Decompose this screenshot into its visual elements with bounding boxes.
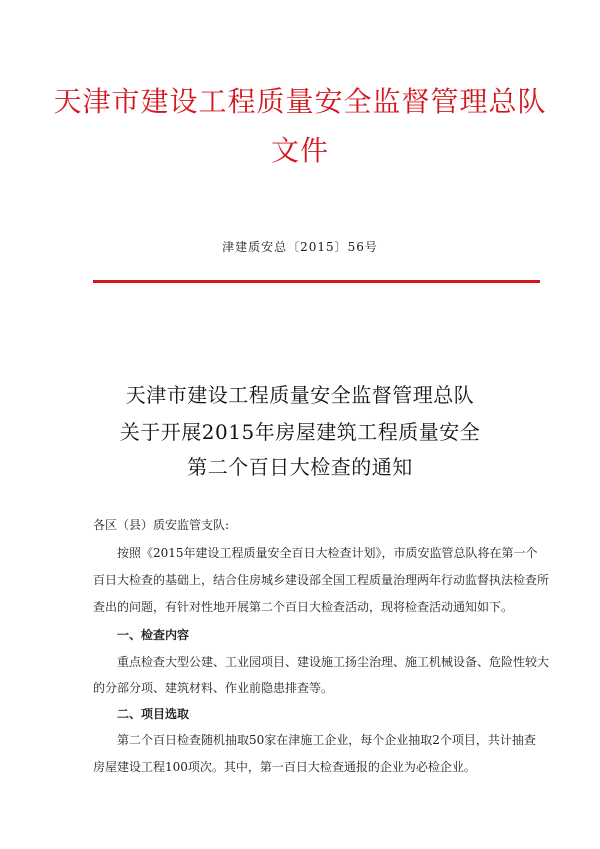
red-divider-line bbox=[93, 280, 540, 283]
section-1-heading: 一、检查内容 bbox=[117, 628, 190, 642]
salutation: 各区（县）质安监管支队: bbox=[93, 518, 230, 532]
section-1-line-2: 的分部分项、建筑材料、作业前隐患排查等。 bbox=[93, 681, 334, 695]
notice-title-line-2: 关于开展2015年房屋建筑工程质量安全 bbox=[119, 420, 481, 444]
section-1-line-1: 重点检查大型公建、工业园项目、建设施工扬尘治理、施工机械设备、危险性较大 bbox=[117, 655, 550, 669]
intro-paragraph-line-1: 按照《2015年建设工程质量安全百日大检查计划》，市质安监管总队将在第一个 bbox=[117, 546, 538, 560]
notice-title-line-3: 第二个百日大检查的通知 bbox=[187, 455, 413, 479]
section-2-heading: 二、项目选取 bbox=[117, 707, 190, 721]
section-2-line-2: 房屋建设工程100项次。其中，第一百日大检查通报的企业为必检企业。 bbox=[93, 760, 476, 774]
issuer-title-document: 文件 bbox=[270, 134, 329, 167]
intro-paragraph-line-2: 百日大检查的基础上，结合住房城乡建设部全国工程质量治理两年行动监督执法检查所 bbox=[93, 573, 550, 587]
section-2-line-1: 第二个百日检查随机抽取50家在津施工企业，每个企业抽取2个项目，共计抽查 bbox=[117, 733, 536, 747]
notice-title-line-1: 天津市建设工程质量安全监督管理总队 bbox=[125, 383, 475, 407]
intro-paragraph-line-3: 查出的问题，有针对性地开展第二个百日大检查活动，现将检查活动通知如下。 bbox=[93, 600, 514, 614]
document-number: 津建质安总〔2015〕56号 bbox=[222, 240, 378, 254]
issuer-title: 天津市建设工程质量安全监督管理总队 bbox=[53, 85, 547, 118]
